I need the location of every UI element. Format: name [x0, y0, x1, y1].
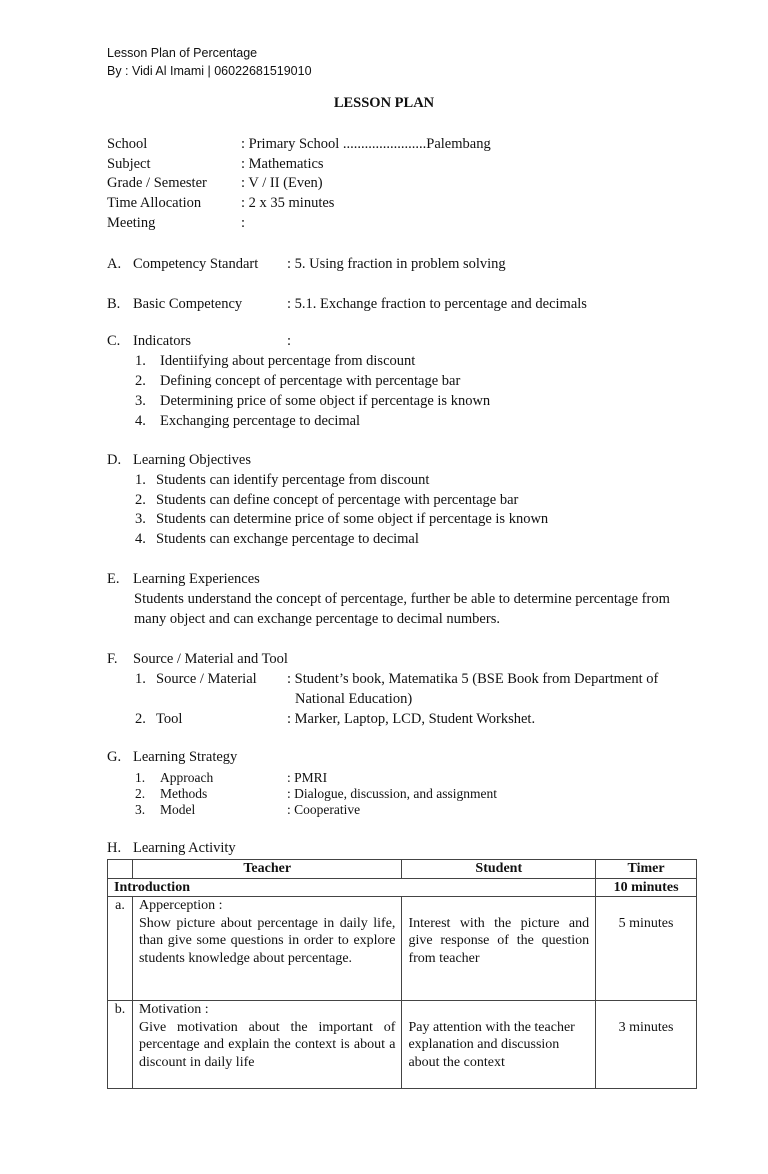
tool-label: Tool [156, 711, 183, 727]
row-time: 3 minutes [618, 1019, 674, 1035]
source-value-line1: : Student’s book, Matematika 5 (BSE Book from Department of [287, 671, 659, 687]
doc-header-title: Lesson Plan of Percentage [107, 46, 258, 60]
strategy-value: : Dialogue, discussion, and assignment [287, 786, 497, 801]
section-a-value: : 5. Using fraction in problem solving [287, 256, 506, 272]
info-label-school: School [107, 136, 148, 152]
strategy-num: 1. [135, 770, 146, 785]
objective-text: Students can identify percentage from discount [156, 472, 430, 488]
section-h-label: Learning Activity [133, 840, 236, 856]
table-header-row [108, 860, 697, 879]
tool-num: 2. [135, 711, 146, 727]
learning-activity-table [107, 859, 697, 1089]
info-label-meeting: Meeting [107, 215, 156, 231]
row-teacher-cell [132, 1001, 401, 1089]
info-value-grade: : V / II (Even) [241, 175, 323, 191]
tool-value: : Marker, Laptop, LCD, Student Workshet. [287, 711, 536, 727]
row-teacher-cell [132, 897, 401, 1001]
section-a-label: Competency Standart [133, 256, 259, 272]
objective-num: 1. [135, 472, 146, 488]
doc-header-author: By : Vidi Al Imami | 06022681519010 [107, 64, 312, 78]
objective-num: 3. [135, 511, 146, 527]
objective-text: Students can define concept of percentage with percentage bar [156, 492, 519, 508]
section-g-label: Learning Strategy [133, 749, 238, 765]
section-e-letter: E. [107, 571, 120, 587]
info-value-meeting: : [241, 215, 246, 231]
row-teacher-text: Show picture about percentage in daily life, than give some questions in order to explore students knowledge about percentage. [138, 915, 396, 966]
indicator-num: 1. [135, 353, 146, 369]
indicator-text: Determining price of some object if percentage is known [160, 393, 491, 409]
table-header-teacher: Teacher [132, 860, 401, 879]
row-time-cell [596, 897, 697, 1001]
info-value-subject: : Mathematics [241, 156, 324, 172]
section-f-label: Source / Material and Tool [133, 651, 288, 667]
section-a-letter: A. [107, 256, 122, 272]
strategy-num: 2. [135, 786, 146, 801]
introduction-label: Introduction [108, 878, 596, 897]
info-label-subject: Subject [107, 156, 151, 172]
indicator-num: 3. [135, 393, 146, 409]
row-time-cell [596, 1001, 697, 1089]
section-b-letter: B. [107, 296, 121, 312]
section-c-letter: C. [107, 333, 121, 349]
table-header-timer: Timer [596, 860, 697, 879]
row-time: 5 minutes [618, 915, 674, 931]
section-d-letter: D. [107, 452, 122, 468]
source-value-line2: National Education) [295, 691, 413, 707]
section-b-label: Basic Competency [133, 296, 243, 312]
objective-num: 4. [135, 531, 146, 547]
row-title: Apperception : [138, 898, 223, 913]
objective-text: Students can exchange percentage to decimal [156, 531, 419, 547]
info-label-time: Time Allocation [107, 195, 202, 211]
table-header-blank [108, 860, 133, 879]
section-h-letter: H. [107, 840, 122, 856]
strategy-label: Approach [160, 770, 214, 785]
strategy-label: Model [160, 802, 196, 817]
section-e-label: Learning Experiences [133, 571, 260, 587]
row-student-cell [402, 897, 596, 1001]
section-d-label: Learning Objectives [133, 452, 251, 468]
row-student-cell [402, 1001, 596, 1089]
strategy-label: Methods [160, 786, 208, 801]
table-header-student: Student [402, 860, 596, 879]
section-c-colon: : [287, 333, 292, 349]
row-letter: b. [108, 1001, 133, 1089]
table-row [108, 897, 697, 1001]
section-e-text-line2: many object and can exchange percentage to decimal numbers. [134, 611, 500, 627]
row-teacher-text: Give motivation about the important of percentage and explain the context is about a discount in daily life [138, 1019, 396, 1070]
strategy-value: : PMRI [287, 770, 328, 785]
row-student-text: Interest with the picture and give response of the question from teacher [408, 915, 590, 966]
info-value-time: : 2 x 35 minutes [241, 195, 335, 211]
table-row-introduction [108, 878, 697, 897]
info-value-school: : Primary School .......................Palembang [241, 136, 491, 152]
strategy-value: : Cooperative [287, 802, 361, 817]
row-title: Motivation : [138, 1002, 209, 1017]
indicator-num: 4. [135, 413, 146, 429]
source-label: Source / Material [156, 671, 257, 687]
section-e-text-line1: Students understand the concept of percentage, further be able to determine percentage from [134, 591, 670, 607]
row-letter: a. [108, 897, 133, 1001]
table-row [108, 1001, 697, 1089]
strategy-num: 3. [135, 802, 146, 817]
section-c-label: Indicators [133, 333, 191, 349]
page-title: LESSON PLAN [333, 95, 435, 111]
source-num: 1. [135, 671, 146, 687]
introduction-time: 10 minutes [596, 878, 697, 897]
indicator-text: Defining concept of percentage with percentage bar [160, 373, 461, 389]
section-b-value: : 5.1. Exchange fraction to percentage and decimals [287, 296, 587, 312]
section-g-letter: G. [107, 749, 122, 765]
row-student-text: Pay attention with the teacher explanation and discussion about the context [408, 1019, 575, 1070]
objective-num: 2. [135, 492, 146, 508]
info-label-grade: Grade / Semester [107, 175, 207, 191]
section-f-letter: F. [107, 651, 118, 667]
indicator-num: 2. [135, 373, 146, 389]
indicator-text: Exchanging percentage to decimal [160, 413, 361, 429]
objective-text: Students can determine price of some object if percentage is known [156, 511, 549, 527]
indicator-text: Identiifying about percentage from discount [160, 353, 416, 369]
